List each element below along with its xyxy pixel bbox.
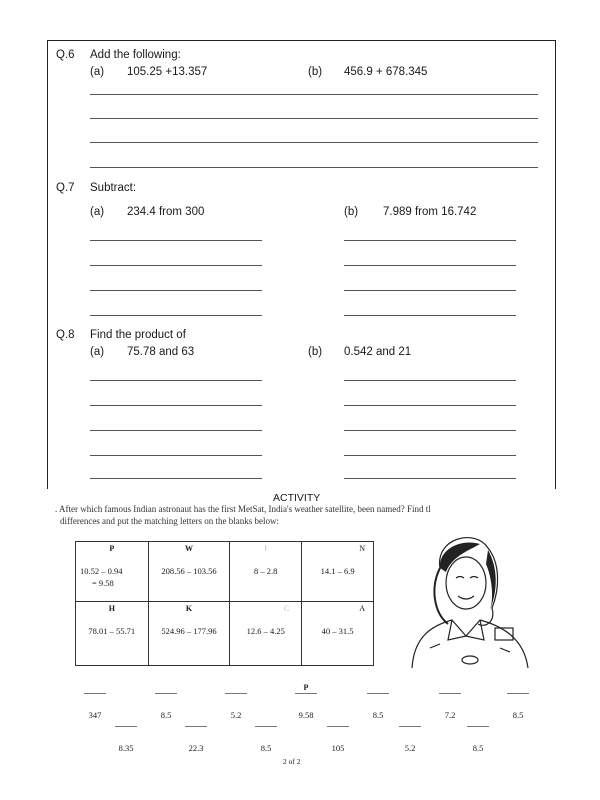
blank-line[interactable]	[439, 693, 461, 704]
answer-letter	[390, 716, 430, 726]
answer-line[interactable]	[90, 167, 538, 168]
activity-title: ACTIVITY	[273, 492, 321, 504]
blank-line[interactable]	[225, 693, 247, 704]
grid-cell	[76, 602, 149, 666]
answer-line[interactable]	[344, 265, 516, 266]
answer-letter	[318, 716, 358, 726]
answer-line[interactable]	[90, 94, 538, 95]
cell-letter: W	[184, 544, 193, 553]
blank-line[interactable]	[155, 693, 177, 704]
answer-letter	[430, 683, 470, 693]
answer-blank[interactable]	[358, 683, 398, 720]
q6-a-expression: 105.25 +13.357	[127, 66, 208, 78]
blank-line[interactable]	[185, 726, 207, 737]
blank-line[interactable]	[255, 726, 277, 737]
answer-line[interactable]	[90, 315, 262, 316]
q8-a-expression: 75.78 and 63	[127, 346, 195, 358]
blank-line[interactable]	[399, 726, 421, 737]
cell-letter: I	[264, 544, 268, 553]
answer-blank[interactable]	[458, 716, 498, 753]
answer-line[interactable]	[344, 240, 516, 241]
answer-line[interactable]	[90, 265, 262, 266]
answer-line[interactable]	[344, 430, 516, 431]
grid-cell	[148, 542, 230, 602]
answer-letter	[106, 716, 146, 726]
grid-cell	[302, 542, 374, 602]
answer-blank[interactable]	[246, 716, 286, 753]
answer-line[interactable]	[344, 405, 516, 406]
answer-blank[interactable]	[106, 716, 146, 753]
grid-cell	[302, 602, 374, 666]
q7-b-label: (b)	[344, 206, 359, 218]
answer-line[interactable]	[90, 118, 538, 119]
answer-value: 8.5	[512, 710, 524, 720]
answer-value: 8.5	[472, 743, 484, 753]
activity-paragraph-line-2: differences and put the matching letters on the blanks below:	[60, 516, 280, 526]
answer-blank[interactable]	[176, 716, 216, 753]
answer-value: 5.2	[404, 743, 416, 753]
answer-line[interactable]	[344, 290, 516, 291]
cell-expression: 524.96 – 177.96	[161, 626, 217, 636]
astronaut-portrait	[400, 528, 542, 668]
answer-value: 7.2	[444, 710, 456, 720]
blank-line[interactable]	[327, 726, 349, 737]
answer-line[interactable]	[90, 240, 262, 241]
cell-letter: K	[185, 604, 193, 613]
cell-expression: 14.1 – 6.9	[320, 566, 355, 576]
answer-blank[interactable]	[430, 683, 470, 720]
page-number: 2 of 2	[283, 757, 301, 766]
cell-expression: 10.52 – 0.94	[80, 566, 123, 576]
answer-letter: P	[303, 683, 309, 692]
answer-letter	[498, 683, 538, 693]
q7-b-expression: 7.989 from 16.742	[383, 206, 477, 218]
q7-a-expression: 234.4 from 300	[127, 206, 205, 218]
answer-line[interactable]	[90, 405, 262, 406]
answer-letter	[75, 683, 115, 693]
answer-line[interactable]	[90, 142, 538, 143]
cell-expression: 12.6 – 4.25	[246, 626, 285, 636]
grid-cell	[230, 542, 302, 602]
answer-value: 5.2	[230, 710, 242, 720]
answer-value: 9.58	[298, 710, 314, 720]
q8-b-expression: 0.542 and 21	[344, 346, 412, 358]
answer-blank[interactable]	[390, 716, 430, 753]
answer-letter	[146, 683, 186, 693]
cell-letter: N	[359, 544, 365, 553]
answer-letter	[458, 716, 498, 726]
answer-line[interactable]	[344, 315, 516, 316]
cell-letter: A	[359, 604, 365, 613]
answer-letter	[358, 683, 398, 693]
cell-result: = 9.58	[92, 578, 114, 588]
answer-value: 347	[88, 710, 102, 720]
answer-line[interactable]	[344, 455, 516, 456]
answer-line[interactable]	[90, 478, 262, 479]
answer-line[interactable]	[344, 380, 516, 381]
answer-line[interactable]	[90, 380, 262, 381]
cell-letter: C	[283, 604, 290, 613]
answer-letter	[176, 716, 216, 726]
q6-number: Q.6	[56, 49, 75, 61]
blank-line[interactable]	[84, 693, 106, 704]
answer-value: 8.35	[118, 743, 134, 753]
answer-blank[interactable]	[75, 683, 115, 720]
grid-cell	[148, 602, 230, 666]
grid-cell	[230, 602, 302, 666]
answer-line[interactable]	[344, 478, 516, 479]
q6-b-label: (b)	[308, 66, 323, 78]
subtraction-grid	[75, 541, 374, 666]
answer-value: 22.3	[188, 743, 204, 753]
answer-value: 8.5	[260, 743, 272, 753]
answer-line[interactable]	[90, 430, 262, 431]
q6-a-label: (a)	[90, 66, 105, 78]
answer-line[interactable]	[90, 455, 262, 456]
q7-a-label: (a)	[90, 206, 105, 218]
cell-expression: 208.56 – 103.56	[161, 566, 217, 576]
answer-blank[interactable]	[216, 683, 256, 720]
blank-line[interactable]	[507, 693, 529, 704]
cell-letter: P	[109, 544, 115, 553]
cell-expression: 78.01 – 55.71	[88, 626, 136, 636]
q8-b-label: (b)	[308, 346, 323, 358]
answer-value: 8.5	[160, 710, 172, 720]
answer-letter	[246, 716, 286, 726]
q8-instruction: Find the product of	[90, 329, 186, 341]
answer-blank[interactable]	[498, 683, 538, 720]
q7-number: Q.7	[56, 182, 75, 194]
answer-line[interactable]	[90, 290, 262, 291]
answer-value: 8.5	[372, 710, 384, 720]
blank-line[interactable]	[295, 693, 317, 704]
cell-expression: 40 – 31.5	[321, 626, 354, 636]
q6-b-expression: 456.9 + 678.345	[344, 66, 428, 78]
answer-blank[interactable]	[146, 683, 186, 720]
answer-blank[interactable]	[318, 716, 358, 753]
activity-paragraph-line-1: . After which famous Indian astronaut has the first MetSat, India's weather satellite, been named? Find tl	[55, 504, 431, 514]
cell-letter: H	[108, 604, 115, 613]
answer-blank[interactable]	[286, 683, 326, 720]
cell-expression: 8 – 2.8	[254, 566, 278, 576]
grid-cell	[76, 542, 149, 602]
answer-value: 105	[331, 743, 345, 753]
q8-a-label: (a)	[90, 346, 105, 358]
q8-number: Q.8	[56, 329, 75, 341]
q6-instruction: Add the following:	[90, 49, 181, 61]
answer-letter	[216, 683, 256, 693]
q7-instruction: Subtract:	[90, 182, 137, 194]
blank-line[interactable]	[115, 726, 137, 737]
blank-line[interactable]	[467, 726, 489, 737]
blank-line[interactable]	[367, 693, 389, 704]
